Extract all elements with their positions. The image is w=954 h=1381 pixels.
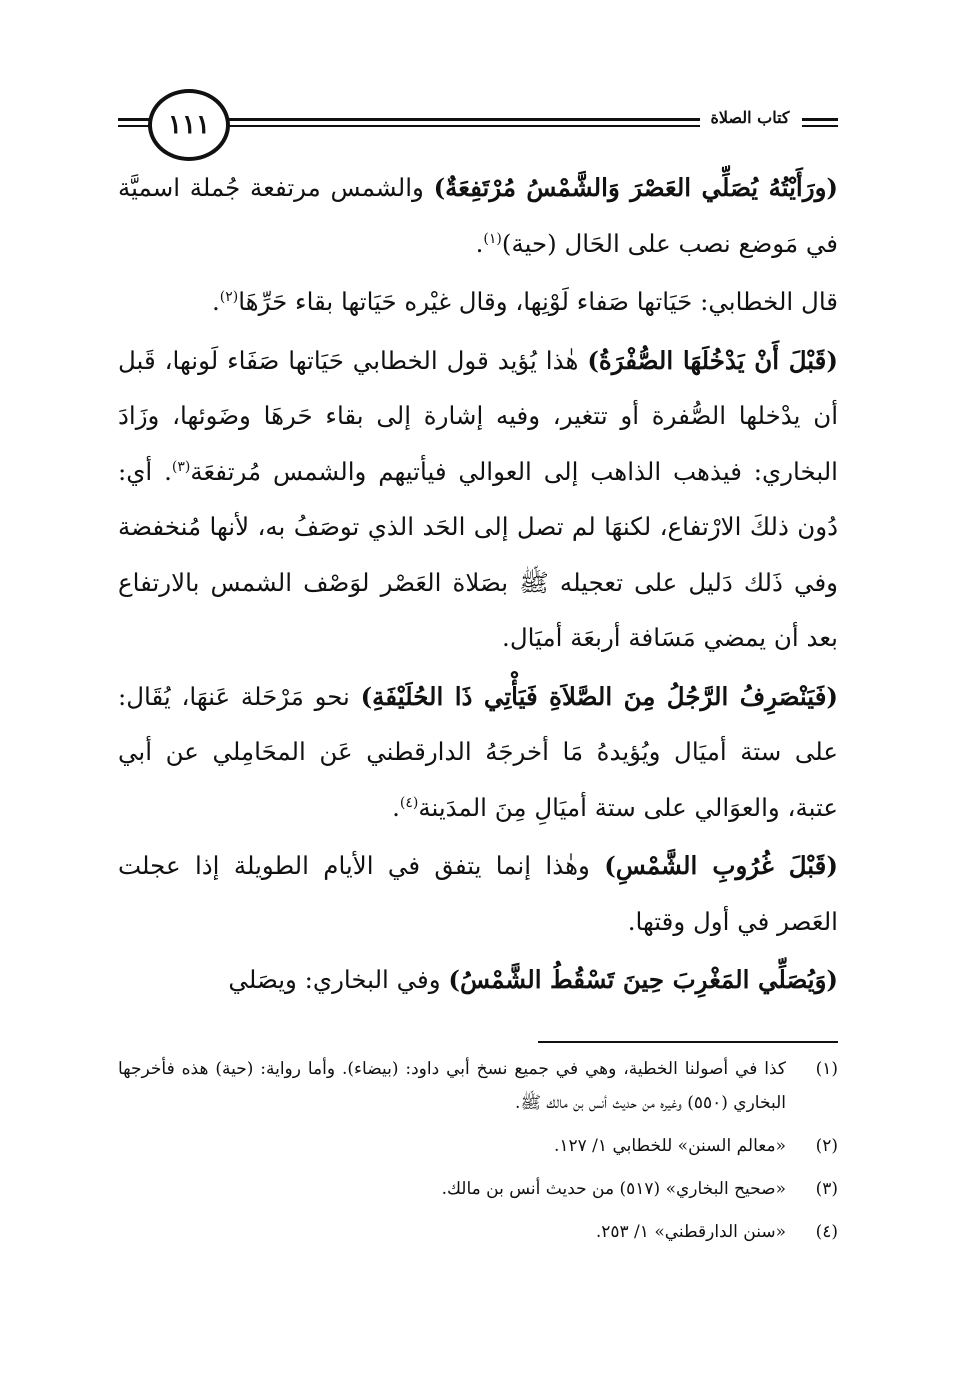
hadith-quote: (قَبْلَ أَنْ يَدْخُلَهَا الصُّفْرَةُ) (587, 345, 838, 375)
footnote-ref[interactable]: (٤) (399, 794, 419, 811)
footnote-number: (٤) (815, 1222, 838, 1242)
footnote (118, 1215, 838, 1249)
commentary-text: وهٰذا إنما يتفق في الأيام الطويلة إذا عجلت العَصر في أول وقتها. (118, 851, 838, 936)
header-rule (802, 118, 838, 121)
page-number: ١١١ (148, 89, 230, 161)
footnote-text: كذا في أصولنا الخطية، وهي في جميع نسخ أبي داود: (بيضاء). وأما رواية: (حية) هذه فأخرجها البخاري (٥٥٠) وغيره من حديث أنس بن مالك ﷺ. (118, 1059, 786, 1113)
paragraph (118, 952, 838, 1008)
hadith-quote: (وَيُصَلِّي المَغْرِبَ حِينَ تَسْقُطُ الشَّمْسُ) (448, 965, 838, 994)
commentary-text: . أي: دُون ذلكَ الارْتفاع، لكنهَا لم تصل إلى الحَد الذي توصَفُ به، لأنها مُنخفضة وفي ذَلك دَليل على تعجيله ﷺ بصَلاة العَصْر لوَصْف الشمس بالارتفاع بعد أن يمضي مَسَافة أربعَة أميَال. (118, 456, 838, 652)
footnotes (118, 1052, 838, 1258)
footnote-text: «معالم السنن» للخطابي ١/ ١٢٧. (553, 1136, 786, 1156)
commentary-text: . (392, 792, 400, 822)
paragraph (118, 160, 838, 271)
footnote (118, 1172, 838, 1206)
commentary-text: هٰذا يُؤيد قول الخطابي حَيَاتها صَفَاء لَونها، قَبل أن يدْخلها الصُّفرة أو تتغير، وفيه إشارة إلى بقاء حَرهَا وضَوئها، وزَادَ البخاري: فيذهب الذاهب إلى العوالي فيأتيهم والشمس مُرتفعَة (118, 345, 838, 486)
footnote-ref[interactable]: (٣) (171, 458, 191, 475)
footnote-number: (١) (815, 1059, 838, 1079)
main-text (118, 160, 838, 1011)
commentary-text: قال الخطابي: حَيَاتها صَفاء لَوْنِها، وقال غيْره حَيَاتها بقاء حَرِّهَا (238, 287, 838, 316)
header-rule (802, 125, 838, 127)
footnote-ref[interactable]: (٢) (219, 288, 239, 305)
commentary-text: نحو مَرْحَلة عَنهَا، يُقَال: على ستة أميَال ويُؤيدهُ مَا أخرجَهُ الدارقطني عَن المحَامِلي عن أبي عتبة، والعوَالي على ستة أميَالِ مِنَ المدَينة (118, 681, 838, 822)
paragraph (118, 274, 838, 330)
running-title: كتاب الصلاة (700, 108, 800, 127)
commentary-text: . (475, 228, 484, 258)
page-header (0, 88, 954, 168)
paragraph (118, 333, 838, 666)
hadith-quote: (ورَأَيْتُهُ يُصَلِّي العَصْرَ وَالشَّمْسُ مُرْتَفِعَةٌ) (433, 173, 838, 202)
commentary-text: والشمس مرتفعة جُملة اسميَّة في مَوضع نصب على الحَال (حية) (118, 173, 838, 258)
commentary-text: وفي البخاري: ويصَلي (228, 965, 449, 994)
paragraph (118, 838, 838, 949)
paragraph (118, 669, 838, 836)
footnote-ref[interactable]: (١) (483, 230, 502, 247)
footnote (118, 1052, 838, 1120)
hadith-quote: (قَبْلَ غُرُوبِ الشَّمْسِ) (604, 851, 838, 880)
commentary-text: . (211, 287, 220, 316)
hadith-quote: (فَيَنْصَرِفُ الرَّجُلُ مِنَ الصَّلاَةِ فَيَأْتِي ذَا الحُلَيْفَةِ) (360, 681, 839, 711)
footnote-text: «سنن الدارقطني» ١/ ٢٥٣. (595, 1222, 786, 1242)
footnote-text: «صحيح البخاري» (٥١٧) من حديث أنس بن مالك. (441, 1179, 786, 1199)
footnote-number: (٣) (815, 1179, 838, 1199)
footnote-number: (٢) (815, 1136, 838, 1156)
footnote-separator (538, 1041, 838, 1043)
footnote (118, 1129, 838, 1163)
